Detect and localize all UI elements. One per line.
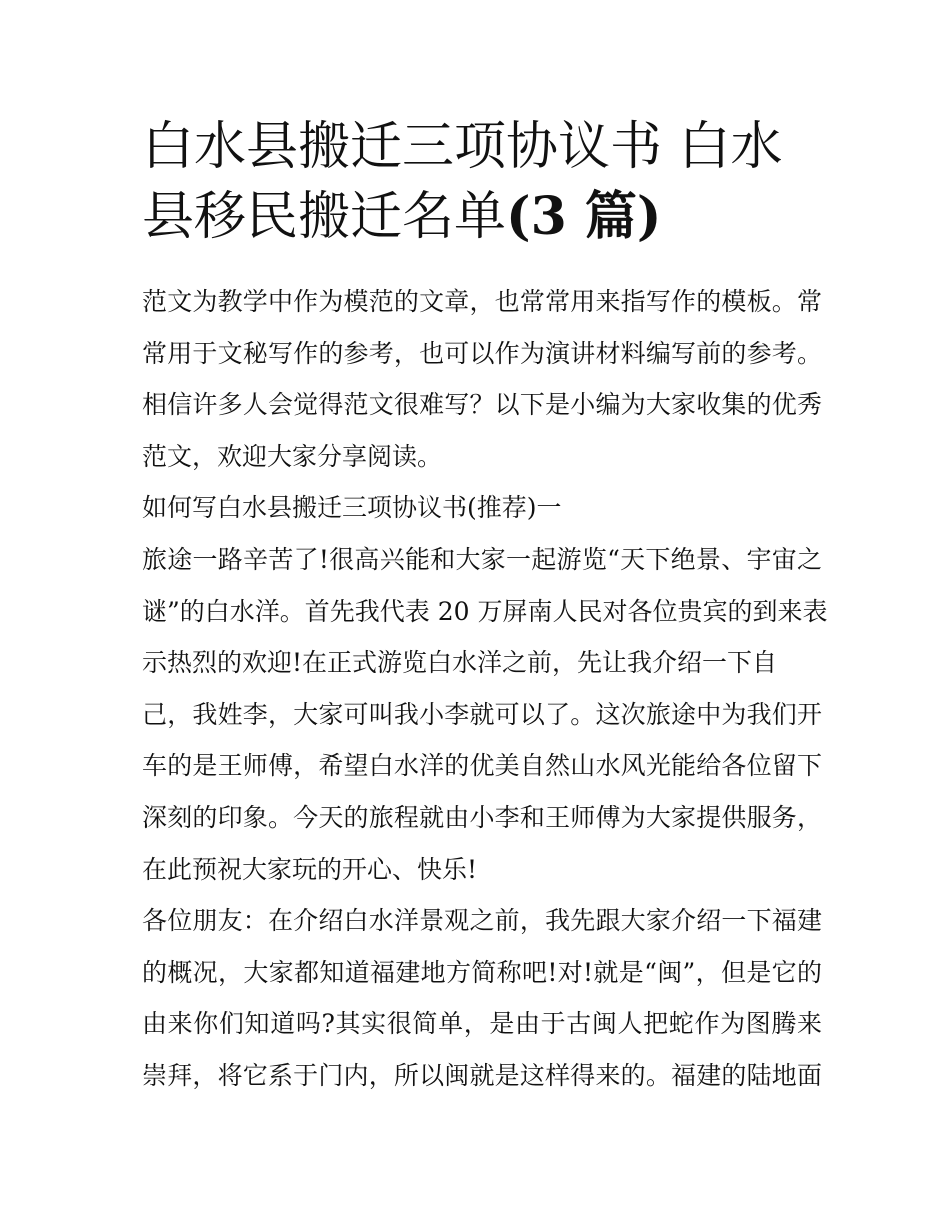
body-text-line: 己，我姓李，大家可叫我小李就可以了。这次旅途中为我们开 bbox=[142, 699, 822, 729]
body-text-line: 范文，欢迎大家分享阅读。 bbox=[142, 441, 443, 471]
body-text-line: 在此预祝大家玩的开心、快乐! bbox=[142, 854, 478, 884]
body-text-line: 常用于文秘写作的参考，也可以作为演讲材料编写前的参考。 bbox=[142, 338, 822, 368]
body-text-line: 车的是王师傅，希望白水洋的优美自然山水风光能给各位留下 bbox=[142, 751, 822, 781]
body-text-line: 旅途一路辛苦了!很高兴能和大家一起游览“天下绝景、宇宙之 bbox=[142, 544, 822, 574]
document-title-count: (3 篇) bbox=[506, 186, 662, 247]
body-text-line: 由来你们知道吗?其实很简单，是由于古闽人把蛇作为图腾来 bbox=[142, 1009, 822, 1039]
document-title bbox=[142, 112, 822, 252]
document-body bbox=[142, 276, 828, 1102]
body-text-line: 崇拜，将它系于门内，所以闽就是这样得来的。福建的陆地面 bbox=[142, 1060, 822, 1090]
body-text-line: 示热烈的欢迎!在正式游览白水洋之前，先让我介绍一下自 bbox=[142, 648, 778, 678]
body-text-line: 的概况，大家都知道福建地方简称吧!对!就是“闽”，但是它的 bbox=[142, 957, 822, 987]
body-text-line: 各位朋友：在介绍白水洋景观之前，我先跟大家介绍一下福建 bbox=[142, 906, 822, 936]
body-text-line: 范文为教学中作为模范的文章，也常常用来指写作的模板。常 bbox=[142, 287, 822, 316]
body-text-line: 相信许多人会觉得范文很难写？以下是小编为大家收集的优秀 bbox=[142, 390, 822, 420]
body-text-line: 深刻的印象。今天的旅程就由小李和王师傅为大家提供服务， bbox=[142, 802, 822, 832]
body-text-line: 谜”的白水洋。首先我代表 20 万屏南人民对各位贵宾的到来表 bbox=[142, 596, 828, 626]
body-text-line: 如何写白水县搬迁三项协议书(推荐)一 bbox=[142, 493, 562, 523]
document-title-text: 白水县搬迁三项协议书 白水县移民搬迁名单 bbox=[142, 117, 783, 247]
